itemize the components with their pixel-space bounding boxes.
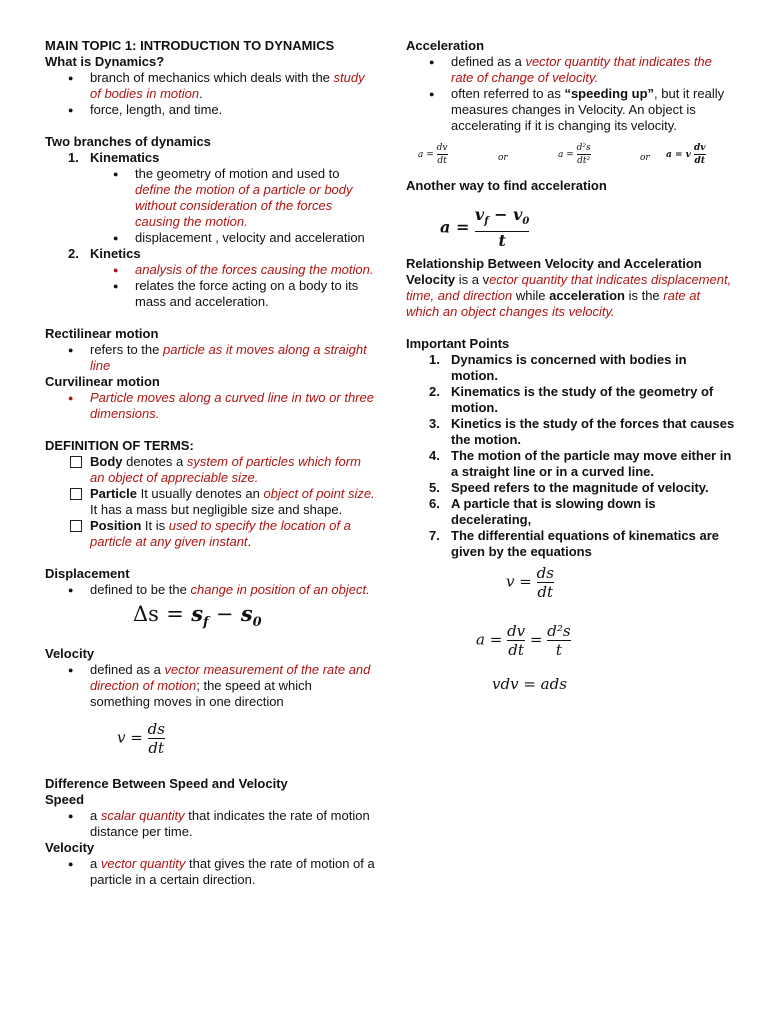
velocity2-heading: Velocity [45,840,95,855]
another-way-heading: Another way to find acceleration [406,178,607,193]
displacement-heading: Displacement [45,566,130,581]
another-acceleration-equation: a = $\frac{v_f - v_0}{t}$ [440,205,530,251]
list-item: ● analysis of the forces causing the motion. [135,262,375,278]
list-item: ● defined to be the change in position of an object. [90,582,375,598]
list-item-kinematics: 1. Kinematics ● the geometry of motion and used to define the motion of a particle or body without consideration of the forces causing the motion. ● displacement , velocity and acceleration [90,150,375,246]
list-item: ● displacement , velocity and acceleration [135,230,375,246]
velocity-heading: Velocity [45,646,95,661]
list-item: 6. A particle that is slowing down is decelerating, [429,496,656,527]
list-item: ● defined as a vector quantity that indicates the rate of change of velocity. [451,54,736,86]
main-title: MAIN TOPIC 1: INTRODUCTION TO DYNAMICS [45,38,335,53]
list-item-kinetics: 2. Kinetics ● analysis of the forces causing the motion. ● relates the force acting on a body to its mass and acceleration. [90,246,375,310]
list-item: 3. Kinetics is the study of the forces that causes the motion. [429,416,735,447]
checkbox-icon [70,520,82,532]
relationship-heading: Relationship Between Velocity and Acceleration [406,256,702,271]
velocity-equation: v = $\frac{ds}{dt}$ [117,720,165,757]
right-column [406,38,736,692]
list-item: ● relates the force acting on a body to its mass and acceleration. [135,278,375,310]
term-item: Body denotes a system of particles which form an object of appreciable size. [90,454,375,486]
list-item: 1. Dynamics is concerned with bodies in motion. [429,352,687,383]
difference-heading: Difference Between Speed and Velocity [45,776,288,791]
relationship-text: Velocity is a vector quantity that indicates displacement, time, and direction while acceleration is the rate at which an object changes its velocity. [406,272,732,319]
displacement-equation: $\Delta s = s_f - s_0$ [133,601,262,631]
checkbox-icon [70,488,82,500]
curvilinear-heading: Curvilinear motion [45,374,160,389]
left-column [45,38,375,888]
kinematics-equation-vdv: vdv = ads [492,675,567,693]
acceleration-equations: a = $\frac{dv}{dt}$ or a = $\frac{\text{d²s}}{\text{dt²}}$ or a = v $\frac{dv}{dt}$ [418,143,706,166]
list-item: ● a scalar quantity that indicates the rate of motion distance per time. [90,808,375,840]
branches-list [45,150,375,310]
list-item: ● branch of mechanics which deals with the study of bodies in motion. [90,70,375,102]
list-item: 2. Kinematics is the study of the geometry of motion. [429,384,714,415]
list-item: ● defined as a vector measurement of the rate and direction of motion; the speed at which something moves in one direction [90,662,375,710]
list-item: ● the geometry of motion and used to define the motion of a particle or body without consideration of the forces causing the motion. [135,166,375,230]
list-item: ● often referred to as “speeding up”, but it really measures changes in Velocity. An object is accelerating if it is changing its velocity. [451,86,736,134]
checkbox-icon [70,456,82,468]
kinematics-equation-v: v = $\frac{ds}{dt}$ [506,564,554,601]
what-is-list [45,70,375,118]
list-item: 7. The differential equations of kinematics are given by the equations [429,528,720,559]
list-item: 5. Speed refers to the magnitude of velocity. [429,480,709,495]
list-item: 4. The motion of the particle may move either in a straight line or in a curved line. [429,448,732,479]
acceleration-heading: Acceleration [406,38,485,53]
important-list [406,352,736,560]
list-item: ● force, length, and time. [90,102,375,118]
term-item: Position It is used to specify the location of a particle at any given instant. [90,518,375,550]
two-branches-heading: Two branches of dynamics [45,134,211,149]
terms-list [45,454,375,550]
term-item: Particle It usually denotes an object of point size. It has a mass but negligible size and shape. [90,486,375,518]
what-is-heading: What is Dynamics? [45,54,165,69]
kinematics-equation-a: a = $\frac{dv}{dt}$ = $\frac{\text{d²s}}{t}$ [476,622,571,659]
list-item: ● refers to the particle as it moves along a straight line [90,342,375,374]
speed-heading: Speed [45,792,85,807]
list-item: ● Particle moves along a curved line in two or three dimensions. [90,390,375,422]
list-item: ● a vector quantity that gives the rate of motion of a particle in a certain direction. [90,856,375,888]
rectilinear-heading: Rectilinear motion [45,326,159,341]
definition-heading: DEFINITION OF TERMS: [45,438,194,453]
important-heading: Important Points [406,336,510,351]
